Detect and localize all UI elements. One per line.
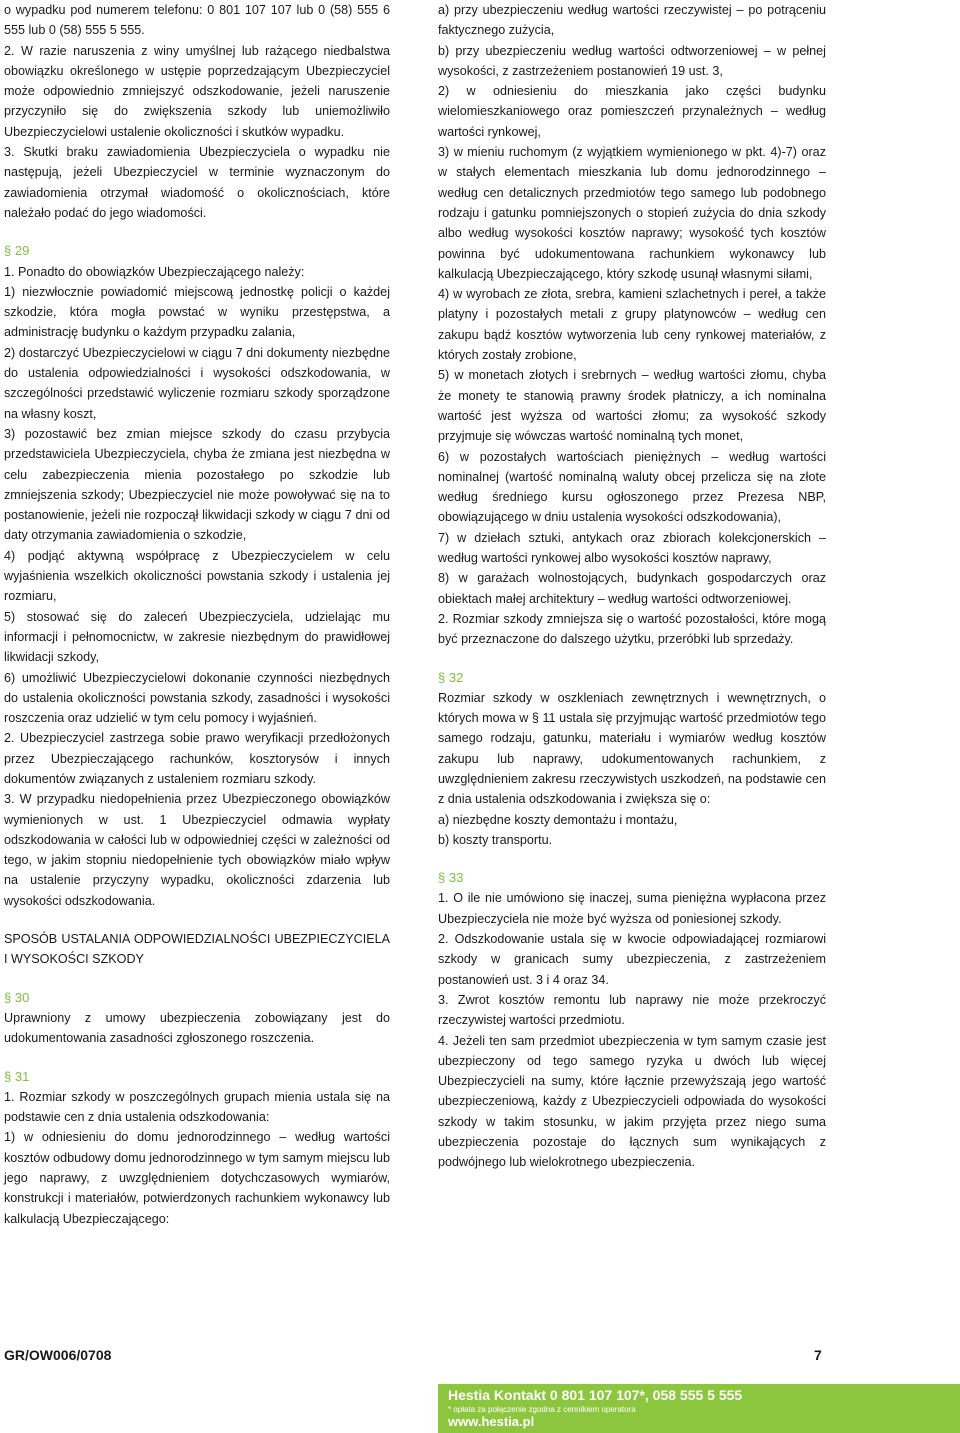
section-number: § 33: [438, 870, 464, 886]
paragraph: 5) stosować się do zaleceń Ubezpieczyciela, udzielając mu informacji i pełnomocnictw, w zakresie niezbędnym do prawidłowej likwidacji szkody,: [4, 609, 390, 665]
paragraph: 3) pozostawić bez zmian miejsce szkody do czasu przybycia przedstawiciela Ubezpieczyciela, chyba że zmiana jest niezbędna w celu zabezpieczenia mienia pozostałego po szkodzie lub zmniejszenia szkody; Ubezpieczyciel nie może powoływać się na to postanowienie, jeżeli nie rozpoczął likwidacji szkody w ciągu 7 dni od daty otrzymania zawiadomienia o szkodzie,: [4, 426, 390, 543]
paragraph: 5) w monetach złotych i srebrnych – według wartości złomu, chyba że monety te stanowią prawny środek płatniczy, a ich nominalna wartość jest wyższa od wartości złomu; za wysokość szkody przyjmuje się wówczas wartość nominalną tych monet,: [438, 368, 826, 444]
section-number: § 29: [4, 243, 30, 259]
paragraph: 3) w mieniu ruchomym (z wyjątkiem wymienionego w pkt. 4)-7) oraz w stałych elementach mieszkania lub domu jednorodzinnego – według cen detalicznych przedmiotów tego samego lub podobnego rodzaju i gatunku pomniejszonych o stopień zużycia do dnia szkody albo według wysokości kosztów naprawy; wysokość tych kosztów powinna być udokumentowana rachunkiem wykonawcy lub kalkulacją Ubezpieczającego, który szkodę usunął własnymi siłami,: [438, 145, 826, 281]
call-cost-note: * opłata za połączenie zgodna z cennikiem operatora: [448, 1405, 636, 1414]
paragraph: 7) w dziełach sztuki, antykach oraz zbiorach kolekcjonerskich – według wartości rynkowej albo wysokości kosztów naprawy,: [438, 530, 826, 566]
paragraph: 2) dostarczyć Ubezpieczycielowi w ciągu 7 dni dokumenty niezbędne do ustalenia odpowiedzialności i wysokości odszkodowania, w szczególności przedstawić wyliczenie rozmiaru szkody sporządzone na własny koszt,: [4, 345, 390, 421]
paragraph: 4) podjąć aktywną współpracę z Ubezpieczycielem w celu wyjaśnienia wszelkich okoliczności powstania szkody i ustalenia jej rozmiaru,: [4, 548, 390, 604]
document-code: GR/OW006/0708: [4, 1347, 112, 1363]
paragraph: 2. Odszkodowanie ustala się w kwocie odpowiadającej rozmiarowi szkody w granicach sumy ubezpieczenia, z zastrzeżeniem postanowień ust. 3 i 4 oraz 34.: [438, 932, 826, 987]
page-number: 7: [814, 1347, 822, 1363]
paragraph: 2. Ubezpieczyciel zastrzega sobie prawo weryfikacji przedłożonych przez Ubezpieczającego rachunków, kosztorysów i innych dokumentów związanych z ustaleniem rozmiaru szkody.: [4, 731, 390, 786]
paragraph: 1. Ponadto do obowiązków Ubezpieczającego należy:: [4, 264, 305, 279]
paragraph: 2. W razie naruszenia z winy umyślnej lub rażącego niedbalstwa obowiązku określonego w ustępie poprzedzającym Ubezpieczyciel może odpowiednio zmniejszyć odszkodowanie, jeżeli naruszenie przyczyniło się do zwiększenia szkody lub uniemożliwiło Ubezpieczycielowi ustalenie okoliczności i skutków wypadku.: [4, 43, 390, 139]
section-number: § 31: [4, 1068, 30, 1084]
paragraph: a) przy ubezpieczeniu według wartości rzeczywistej – po potrąceniu faktycznego zużycia,: [438, 3, 826, 38]
paragraph: o wypadku pod numerem telefonu: 0 801 107 107 lub 0 (58) 555 6 555 lub 0 (58) 555 5 555.: [4, 3, 390, 38]
contact-phone: Hestia Kontakt 0 801 107 107*, 058 555 5 555: [448, 1387, 743, 1403]
paragraph: 1) w odniesieniu do domu jednorodzinnego – według wartości kosztów odbudowy domu jednorodzinnego w tym samym miejscu lub jego naprawy, z uwzględnieniem dotychczasowych wymiarów, konstrukcji i materiałów, potwierdzonych rachunkiem wykonawcy lub kalkulacją Ubezpieczającego:: [4, 1130, 390, 1226]
paragraph: 6) w pozostałych wartościach pieniężnych – według wartości nominalnej (wartość nominalną waluty obcej przelicza się na złote według średniego kursu ogłoszonego przez Prezesa NBP, obowiązującego w dniu ustalenia wysokości odszkodowania),: [438, 449, 826, 525]
paragraph: b) koszty transportu.: [438, 832, 553, 847]
paragraph: 2) w odniesieniu do mieszkania jako części budynku wielomieszkaniowego oraz pomieszczeń przynależnych – według wartości rynkowej,: [438, 84, 826, 139]
paragraph: 3. W przypadku niedopełnienia przez Ubezpieczonego obowiązków wymienionych w ust. 1 Ubezpieczyciel odmawia wypłaty odszkodowania w całości lub w odpowiedniej części w zależności od tego, w jakim stopniu niedopełnienie tych obowiązków miało wpływ na ustalenie przyczyny wypadku, okoliczności zdarzenia lub wysokości odszkodowania.: [4, 792, 390, 908]
contact-banner: [438, 1384, 960, 1433]
left-column: [4, 0, 390, 1229]
paragraph: 3. Zwrot kosztów remontu lub naprawy nie może przekroczyć rzeczywistej wartości przedmiotu.: [438, 992, 826, 1028]
paragraph: 6) umożliwić Ubezpieczycielowi dokonanie czynności niezbędnych do ustalenia okoliczności powstania szkody, zasadności i wysokości roszczenia oraz udzielić w tym celu pomocy i wyjaśnień.: [4, 670, 390, 726]
paragraph: a) niezbędne koszty demontażu i montażu,: [438, 812, 678, 827]
section-heading: SPOSÓB USTALANIA ODPOWIEDZIALNOŚCI UBEZPIECZYCIELA I WYSOKOŚCI SZKODY: [4, 932, 390, 967]
section-number: § 30: [4, 989, 30, 1005]
paragraph: 3. Skutki braku zawiadomienia Ubezpieczyciela o wypadku nie następują, jeżeli Ubezpieczyciel w terminie wyznaczonym do zawiadomienia otrzymał wiadomość o okolicznościach, które należało podać do jego wiadomości.: [4, 145, 390, 220]
paragraph: 8) w garażach wolnostojących, budynkach gospodarczych oraz obiektach małej architektury – według wartości odtworzeniowej.: [438, 571, 826, 606]
right-column: [438, 0, 826, 1173]
paragraph: 2. Rozmiar szkody zmniejsza się o wartość pozostałości, które mogą być przeznaczone do dalszego użytku, przeróbki lub sprzedaży.: [438, 611, 826, 647]
website-link[interactable]: www.hestia.pl: [448, 1414, 535, 1429]
paragraph: 1. O ile nie umówiono się inaczej, suma pieniężna wypłacona przez Ubezpieczyciela nie może być wyższa od poniesionej szkody.: [438, 891, 826, 926]
paragraph: b) przy ubezpieczeniu według wartości odtworzeniowej – w pełnej wysokości, z zastrzeżeniem postanowień 19 ust. 3,: [438, 43, 826, 78]
paragraph: Rozmiar szkody w oszkleniach zewnętrznych i wewnętrznych, o których mowa w § 11 ustala się przyjmując wartość przedmiotów tego samego rodzaju, gatunku, materiału i wymiarów według kosztów zakupu lub naprawy, udokumentowanych rachunkiem, z uwzględnieniem zakresu rzeczywistych uszkodzeń, na podstawie cen z dnia ustalenia odszkodowania i zwiększa się o:: [438, 690, 826, 807]
paragraph: 1) niezwłocznie powiadomić miejscową jednostkę policji o każdej szkodzie, która mogła powstać w wyniku przestępstwa, a administrację budynku o każdym przypadku zalania,: [4, 284, 390, 340]
paragraph: 4. Jeżeli ten sam przedmiot ubezpieczenia w tym samym czasie jest ubezpieczony od tego samego ryzyka u dwóch lub więcej Ubezpieczycieli na sumy, które łącznie przewyższają jego wartość ubezpieczeniową, każdy z Ubezpieczycieli odpowiada do wysokości szkody w takim stosunku, w jakim przyjęta przez niego suma ubezpieczenia pozostaje do łącznych sum wynikających z podwójnego lub wielokrotnego ubezpieczenia.: [438, 1033, 826, 1170]
paragraph: 1. Rozmiar szkody w poszczególnych grupach mienia ustala się na podstawie cen z dnia ustalenia odszkodowania:: [4, 1089, 390, 1125]
paragraph: Uprawniony z umowy ubezpieczenia zobowiązany jest do udokumentowania zasadności zgłoszonego roszczenia.: [4, 1010, 390, 1046]
paragraph: 4) w wyrobach ze złota, srebra, kamieni szlachetnych i pereł, a także platyny i pozostałych metali z grupy platynowców – według cen zakupu bądź kosztów wytworzenia lub ceny rynkowej materiałów, z których zostały zrobione,: [438, 287, 826, 363]
section-number: § 32: [438, 669, 464, 685]
